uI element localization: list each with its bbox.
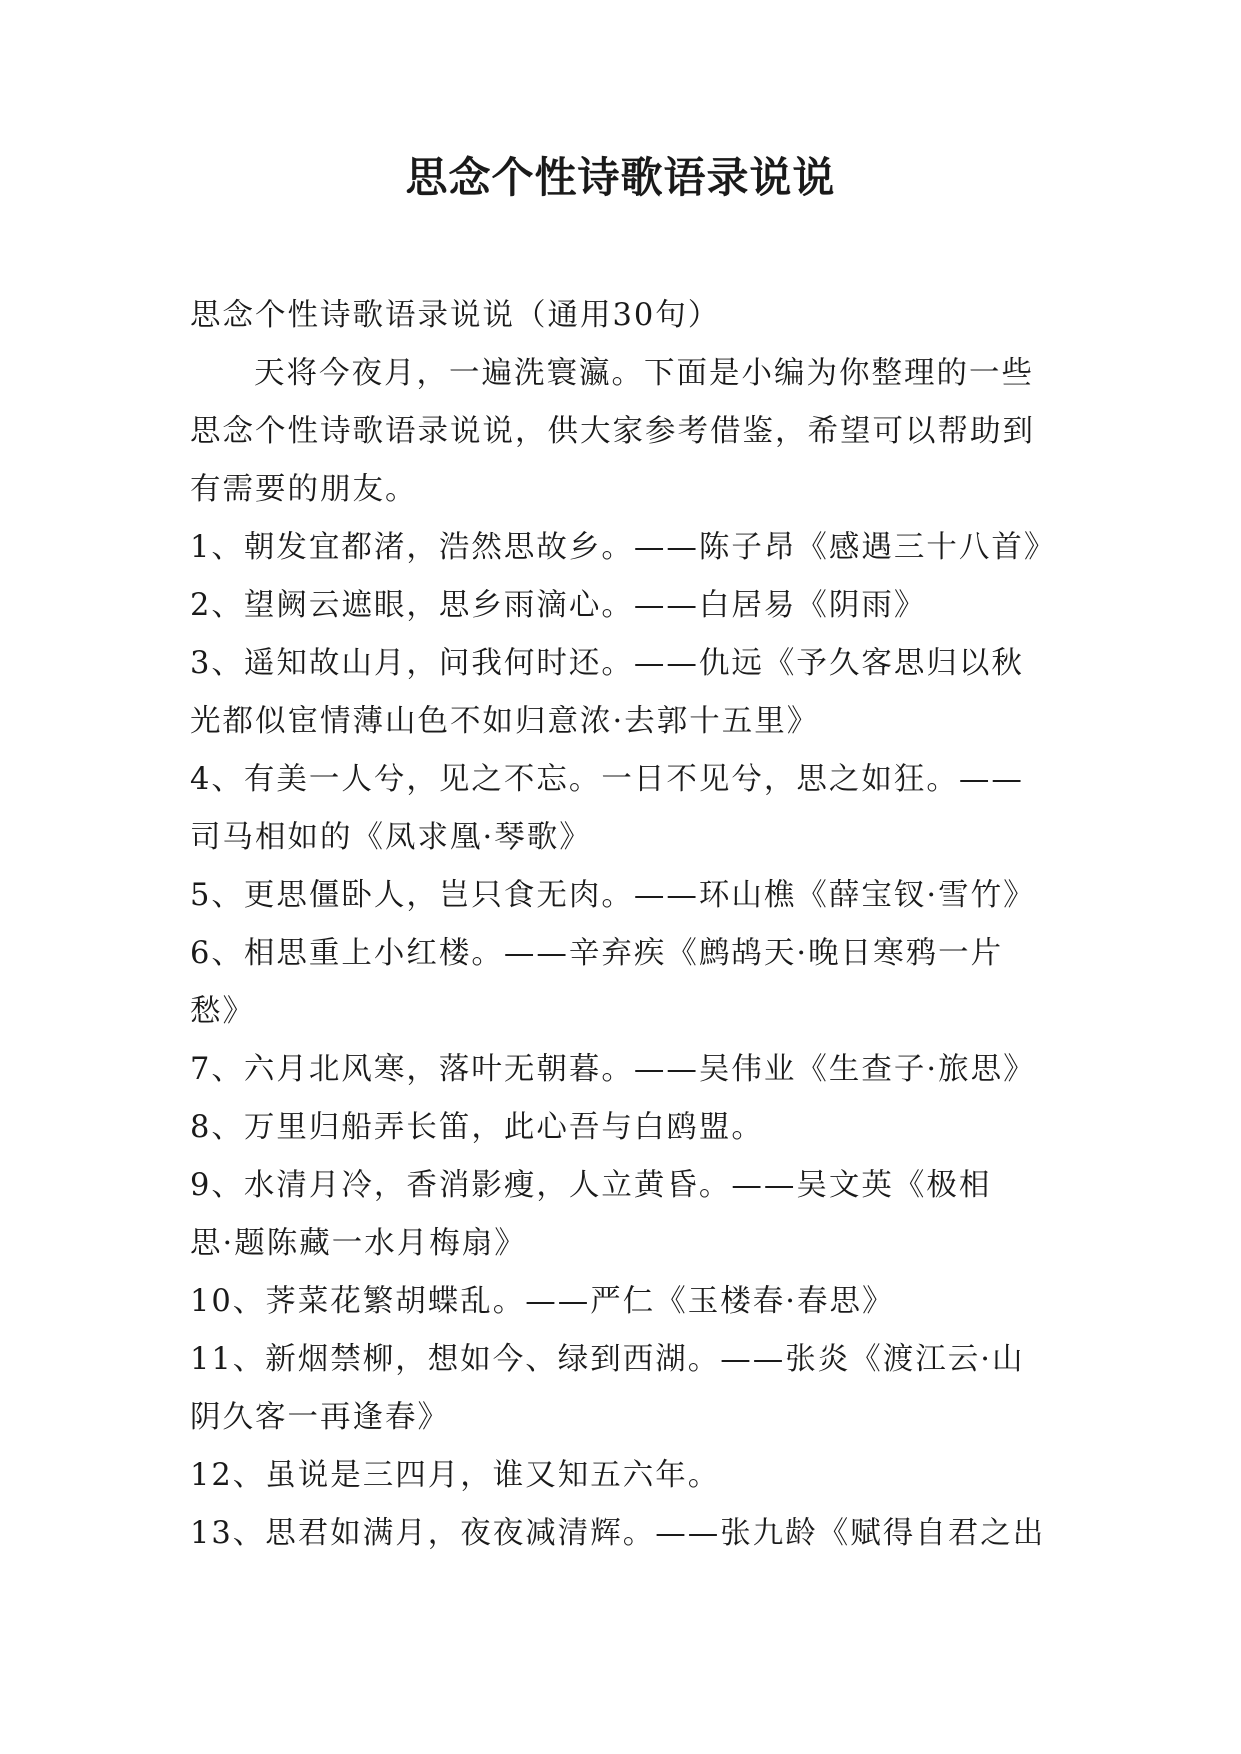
quote-line: 5、更思僵卧人，岂只食无肉。——环山樵《薛宝钗·雪竹》 <box>190 878 1036 913</box>
quote-line: 1、朝发宜都渚，浩然思故乡。——陈子昂《感遇三十八首》 <box>190 530 1057 565</box>
document-body <box>190 287 1065 1563</box>
quote-line: 思·题陈藏一水月梅扇》 <box>190 1226 527 1261</box>
intro-line: 有需要的朋友。 <box>190 472 418 507</box>
quote-line: 4、有美一人兮，见之不忘。一日不见兮，思之如狂。—— <box>190 762 1024 797</box>
quote-line: 阴久客一再逢春》 <box>190 1400 450 1435</box>
quote-line: 11、新烟禁柳，想如今、绿到西湖。——张炎《渡江云·山 <box>190 1342 1025 1377</box>
intro-line: 思念个性诗歌语录说说，供大家参考借鉴，希望可以帮助到 <box>190 414 1035 449</box>
quote-line: 7、六月北风寒，落叶无朝暮。——吴伟业《生查子·旅思》 <box>190 1052 1036 1087</box>
quote-line: 8、万里归船弄长笛，此心吾与白鸥盟。 <box>190 1110 764 1145</box>
intro-line: 天将今夜月，一遍洗寰瀛。下面是小编为你整理的一些 <box>254 356 1034 391</box>
quote-line: 司马相如的《凤求凰·琴歌》 <box>190 820 592 855</box>
quote-line: 10、荠菜花繁胡蝶乱。——严仁《玉楼春·春思》 <box>190 1284 895 1319</box>
quote-line: 9、水清月冷，香消影瘦，人立黄昏。——吴文英《极相 <box>190 1168 992 1203</box>
document-title: 思念个性诗歌语录说说 <box>405 153 836 202</box>
quote-line: 12、虽说是三四月，谁又知五六年。 <box>190 1458 721 1493</box>
quote-line: 愁》 <box>190 994 255 1029</box>
quote-line: 13、思君如满月，夜夜减清辉。——张九龄《赋得自君之出 <box>190 1516 1046 1551</box>
quote-line: 2、望阙云遮眼，思乡雨滴心。——白居易《阴雨》 <box>190 588 927 623</box>
quote-line: 光都似宦情薄山色不如归意浓·去郭十五里》 <box>190 704 820 739</box>
quote-line: 3、遥知故山月，问我何时还。——仇远《予久客思归以秋 <box>190 646 1024 681</box>
quote-line: 6、相思重上小红楼。——辛弃疾《鹧鸪天·晚日寒鸦一片 <box>190 936 1004 971</box>
subtitle-line: 思念个性诗歌语录说说（通用30句） <box>190 298 721 333</box>
